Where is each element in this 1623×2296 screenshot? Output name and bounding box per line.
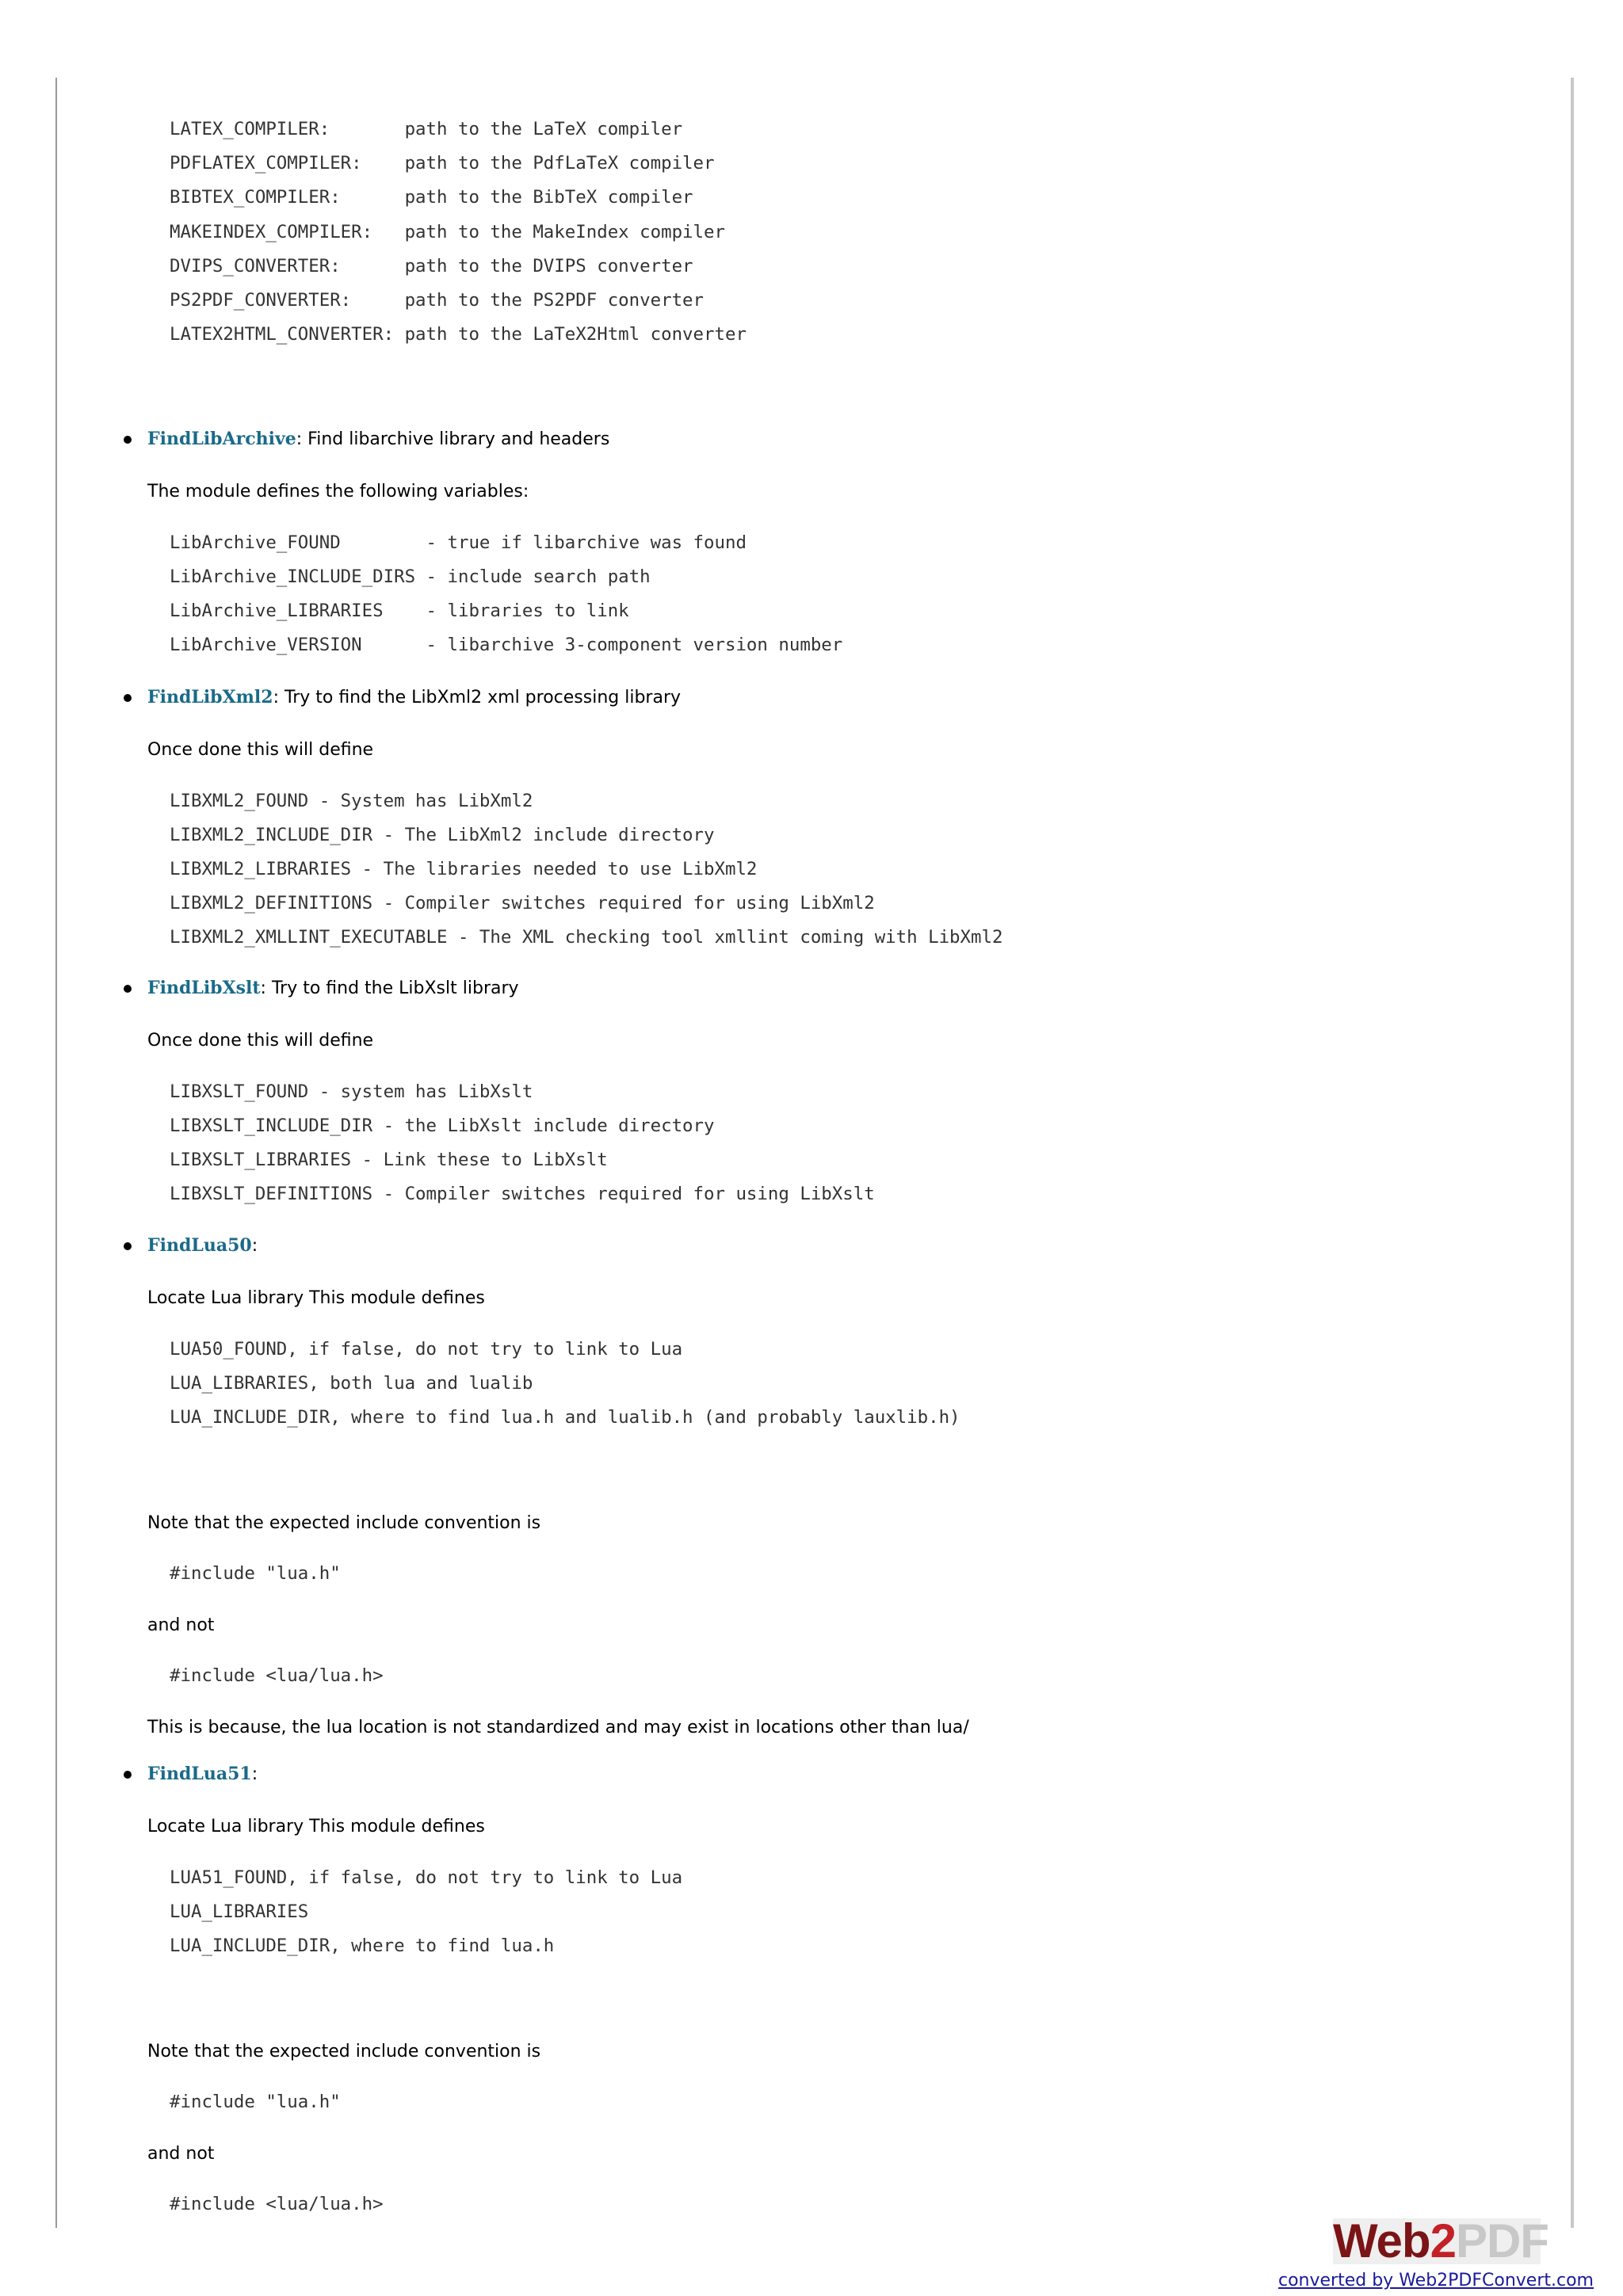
module-name-link[interactable]: FindLua50 <box>147 1235 252 1256</box>
code-line: MAKEINDEX_COMPILER: path to the MakeIndex compiler <box>170 222 725 242</box>
module-entry-libarchive <box>147 429 609 449</box>
code-line: LUA_LIBRARIES <box>170 1901 309 1922</box>
code-line: #include "lua.h" <box>170 1563 341 1584</box>
code-line: LIBXML2_FOUND - System has LibXml2 <box>170 791 533 811</box>
code-line: LUA_LIBRARIES, both lua and lualib <box>170 1373 533 1394</box>
module-name-link[interactable]: FindLibXslt <box>147 978 261 998</box>
module-name-link[interactable]: FindLua51 <box>147 1764 252 1784</box>
code-line: #include <lua/lua.h> <box>170 2194 384 2214</box>
note-text: and not <box>147 1615 215 1635</box>
code-line: LIBXML2_XMLLINT_EXECUTABLE - The XML checking tool xmllint coming with LibXml2 <box>170 927 1003 948</box>
bullet-icon <box>124 985 132 993</box>
code-line: LibArchive_LIBRARIES - libraries to link <box>170 601 629 621</box>
module-summary: : Try to find the LibXslt library <box>260 978 519 998</box>
note-text: Note that the expected include convention is <box>147 1513 541 1533</box>
code-line: LUA_INCLUDE_DIR, where to find lua.h and lualib.h (and probably lauxlib.h) <box>170 1407 960 1428</box>
module-summary: : <box>251 1236 258 1256</box>
module-entry-libxslt <box>147 978 519 998</box>
code-line: LibArchive_FOUND - true if libarchive was found <box>170 532 747 553</box>
module-intro: Locate Lua library This module defines <box>147 1817 485 1836</box>
code-line: LIBXML2_DEFINITIONS - Compiler switches required for using LibXml2 <box>170 893 875 913</box>
module-intro: Locate Lua library This module defines <box>147 1288 485 1308</box>
note-text: This is because, the lua location is not standardized and may exist in locations other than lua/ <box>147 1718 969 1737</box>
bullet-icon <box>124 694 132 702</box>
code-line: LibArchive_VERSION - libarchive 3-component version number <box>170 635 843 655</box>
code-line: LIBXSLT_FOUND - system has LibXslt <box>170 1081 533 1102</box>
module-intro: Once done this will define <box>147 1031 374 1051</box>
code-line: LIBXSLT_DEFINITIONS - Compiler switches required for using LibXslt <box>170 1184 875 1204</box>
module-summary: : Find libarchive library and headers <box>296 429 610 449</box>
code-line: #include "lua.h" <box>170 2092 341 2112</box>
web2pdf-logo <box>1333 2214 1549 2267</box>
code-line: LATEX2HTML_CONVERTER: path to the LaTeX2Html converter <box>170 324 747 345</box>
module-summary: : Try to find the LibXml2 xml processing library <box>273 688 682 707</box>
code-line: LUA_INCLUDE_DIR, where to find lua.h <box>170 1936 555 1956</box>
bullet-icon <box>124 436 132 444</box>
code-line: LIBXML2_INCLUDE_DIR - The LibXml2 include directory <box>170 825 715 845</box>
code-line: LIBXML2_LIBRARIES - The libraries needed to use LibXml2 <box>170 859 758 879</box>
code-line: LUA50_FOUND, if false, do not try to link to Lua <box>170 1339 683 1360</box>
code-line: LibArchive_INCLUDE_DIRS - include search path <box>170 566 651 587</box>
module-intro: Once done this will define <box>147 740 374 760</box>
logo-two-text: 2 <box>1430 2214 1456 2267</box>
note-text: Note that the expected include convention is <box>147 2042 541 2061</box>
module-name-link[interactable]: FindLibXml2 <box>147 687 273 707</box>
module-intro: The module defines the following variables: <box>147 482 529 502</box>
code-line: #include <lua/lua.h> <box>170 1665 384 1686</box>
module-entry-libxml2 <box>147 687 681 707</box>
code-line: BIBTEX_COMPILER: path to the BibTeX compiler <box>170 187 693 208</box>
converted-by-link[interactable]: converted by Web2PDFConvert.com <box>1278 2271 1594 2290</box>
code-line: LUA51_FOUND, if false, do not try to link to Lua <box>170 1867 683 1888</box>
code-line: PDFLATEX_COMPILER: path to the PdfLaTeX compiler <box>170 153 715 174</box>
module-name-link[interactable]: FindLibArchive <box>147 429 296 449</box>
code-line: LIBXSLT_LIBRARIES - Link these to LibXslt <box>170 1150 608 1170</box>
bullet-icon <box>124 1771 132 1779</box>
code-line: LIBXSLT_INCLUDE_DIR - the LibXslt include directory <box>170 1116 715 1136</box>
note-text: and not <box>147 2144 215 2164</box>
logo-pdf-text: PDF <box>1455 2214 1549 2267</box>
code-line: DVIPS_CONVERTER: path to the DVIPS converter <box>170 256 693 277</box>
logo-web-text: Web <box>1333 2214 1430 2267</box>
module-summary: : <box>251 1764 258 1784</box>
code-line: PS2PDF_CONVERTER: path to the PS2PDF converter <box>170 290 705 311</box>
code-line: LATEX_COMPILER: path to the LaTeX compiler <box>170 119 683 139</box>
module-entry-lua50 <box>147 1235 258 1256</box>
module-entry-lua51 <box>147 1764 258 1784</box>
bullet-icon <box>124 1242 132 1250</box>
